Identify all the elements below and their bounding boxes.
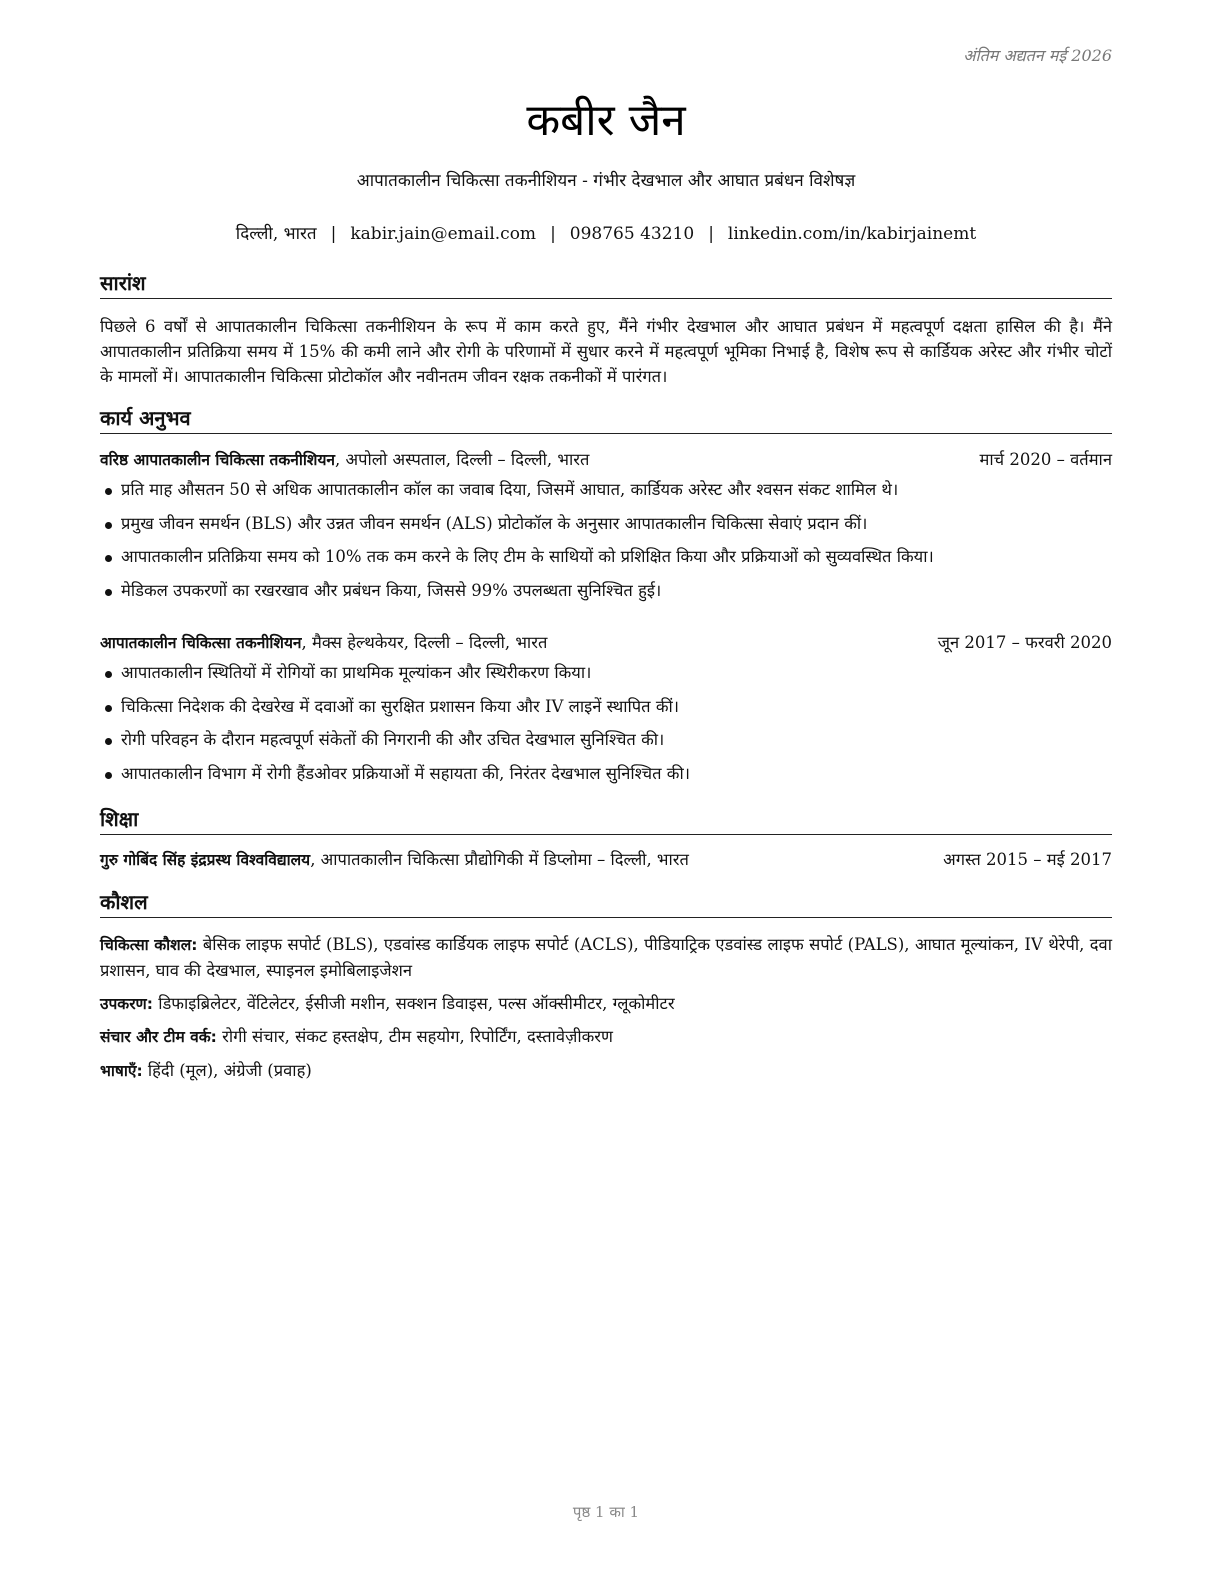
contact-location: दिल्ली, भारत xyxy=(235,224,317,244)
job-organization: , मैक्स हेल्थकेयर, दिल्ली – दिल्ली, भारत xyxy=(301,633,548,652)
resume-page xyxy=(100,0,1112,1584)
job-role: वरिष्ठ आपातकालीन चिकित्सा तकनीशियन xyxy=(100,451,336,469)
contact-separator: | xyxy=(708,224,714,244)
skill-value: हिंदी (मूल), अंग्रेजी (प्रवाह) xyxy=(142,1061,312,1080)
skill-row-languages xyxy=(100,1058,1112,1084)
skill-label: भाषाएँ: xyxy=(100,1062,143,1080)
skill-value: डिफाइब्रिलेटर, वेंटिलेटर, ईसीजी मशीन, सक्शन डिवाइस, पल्स ऑक्सीमीटर, ग्लूकोमीटर xyxy=(152,994,675,1013)
job-bullet: आपातकालीन प्रतिक्रिया समय को 10% तक कम करने के लिए टीम के साथियों को प्रशिक्षित किया और प्रक्रियाओं को सुव्यवस्थित किया। xyxy=(100,545,1112,579)
education-dates: अगस्त 2015 – मई 2017 xyxy=(943,850,1112,869)
contact-line xyxy=(100,221,1112,244)
education-school: गुरु गोबिंद सिंह इंद्रप्रस्थ विश्वविद्यालय xyxy=(100,851,311,869)
contact-separator: | xyxy=(330,224,337,244)
job-dates: मार्च 2020 – वर्तमान xyxy=(979,450,1112,469)
job-bullet-list xyxy=(100,478,1112,612)
job-role: आपातकालीन चिकित्सा तकनीशियन xyxy=(100,634,302,652)
candidate-name: कबीर जैन xyxy=(526,95,686,146)
job-dates: जून 2017 – फरवरी 2020 xyxy=(937,633,1112,652)
page-number: पृष्ठ 1 का 1 xyxy=(572,1503,640,1521)
skill-row-equipment xyxy=(100,991,1112,1017)
section-title-education: शिक्षा xyxy=(100,806,1112,835)
contact-email[interactable]: kabir.jain@email.com xyxy=(350,224,537,244)
skill-label: उपकरण: xyxy=(100,995,153,1013)
job-bullet: आपातकालीन स्थितियों में रोगियों का प्राथमिक मूल्यांकन और स्थिरीकरण किया। xyxy=(100,661,1112,695)
last-updated: अंतिम अद्यतन मई 2026 xyxy=(963,46,1112,65)
job-header xyxy=(100,448,1112,472)
job-header xyxy=(100,631,1112,655)
section-title-experience: कार्य अनुभव xyxy=(100,405,1112,434)
job-bullet: रोगी परिवहन के दौरान महत्वपूर्ण संकेतों की निगरानी की और उचित देखभाल सुनिश्चित की। xyxy=(100,728,1112,762)
contact-linkedin[interactable]: linkedin.com/in/kabirjainemt xyxy=(727,224,977,244)
contact-separator: | xyxy=(550,224,556,244)
job-organization: , अपोलो अस्पताल, दिल्ली – दिल्ली, भारत xyxy=(335,450,590,469)
contact-phone: 098765 43210 xyxy=(569,224,695,244)
job-bullet: प्रमुख जीवन समर्थन (BLS) और उन्नत जीवन समर्थन (ALS) प्रोटोकॉल के अनुसार आपातकालीन चिकित्सा सेवाएं प्रदान कीं। xyxy=(100,512,1112,546)
skill-row-communication xyxy=(100,1024,1112,1050)
skill-row-medical xyxy=(100,932,1112,983)
skill-label: संचार और टीम वर्क: xyxy=(100,1028,217,1046)
job-bullet-list xyxy=(100,661,1112,795)
section-title-skills: कौशल xyxy=(100,889,1112,918)
job-bullet: चिकित्सा निदेशक की देखरेख में दवाओं का सुरक्षित प्रशासन किया और IV लाइनें स्थापित कीं। xyxy=(100,695,1112,729)
skill-value: बेसिक लाइफ सपोर्ट (BLS), एडवांस्ड कार्डियक लाइफ सपोर्ट (ACLS), पीडियाट्रिक एडवांस्ड लाइफ सपोर्ट (PALS), आघात मूल्यांकन, IV थेरेपी, दवा प्रशासन, घाव की देखभाल, स्पाइनल इमोबिलाइजेशन xyxy=(100,935,1113,980)
skill-label: चिकित्सा कौशल: xyxy=(100,936,198,954)
section-title-summary: सारांश xyxy=(100,270,1112,299)
education-detail: , आपातकालीन चिकित्सा प्रौद्योगिकी में डिप्लोमा – दिल्ली, भारत xyxy=(310,850,689,869)
job-bullet: आपातकालीन विभाग में रोगी हैंडओवर प्रक्रियाओं में सहायता की, निरंतर देखभाल सुनिश्चित की। xyxy=(100,762,1112,796)
tagline: आपातकालीन चिकित्सा तकनीशियन - गंभीर देखभाल और आघात प्रबंधन विशेषज्ञ xyxy=(356,171,856,191)
job-bullet: मेडिकल उपकरणों का रखरखाव और प्रबंधन किया, जिससे 99% उपलब्धता सुनिश्चित हुई। xyxy=(100,579,1112,613)
summary-text: पिछले 6 वर्षों से आपातकालीन चिकित्सा तकनीशियन के रूप में काम करते हुए, मैंने गंभीर देखभाल और आघात प्रबंधन में महत्वपूर्ण दक्षता हासिल की है। मैंने आपातकालीन प्रतिक्रिया समय में 15% की कमी लाने और रोगी के परिणामों में सुधार करने में महत्वपूर्ण भूमिका निभाई है, विशेष रूप से कार्डियक अरेस्ट और गंभीर चोटों के मामलों में। आपातकालीन चिकित्सा प्रोटोकॉल और नवीनतम जीवन रक्षक तकनीकों में पारंगत। xyxy=(100,317,1112,386)
skill-value: रोगी संचार, संकट हस्तक्षेप, टीम सहयोग, रिपोर्टिंग, दस्तावेज़ीकरण xyxy=(216,1027,613,1046)
education-entry xyxy=(100,848,1112,872)
job-bullet: प्रति माह औसतन 50 से अधिक आपातकालीन कॉल का जवाब दिया, जिसमें आघात, कार्डियक अरेस्ट और श्वसन संकट शामिल थे। xyxy=(100,478,1112,512)
